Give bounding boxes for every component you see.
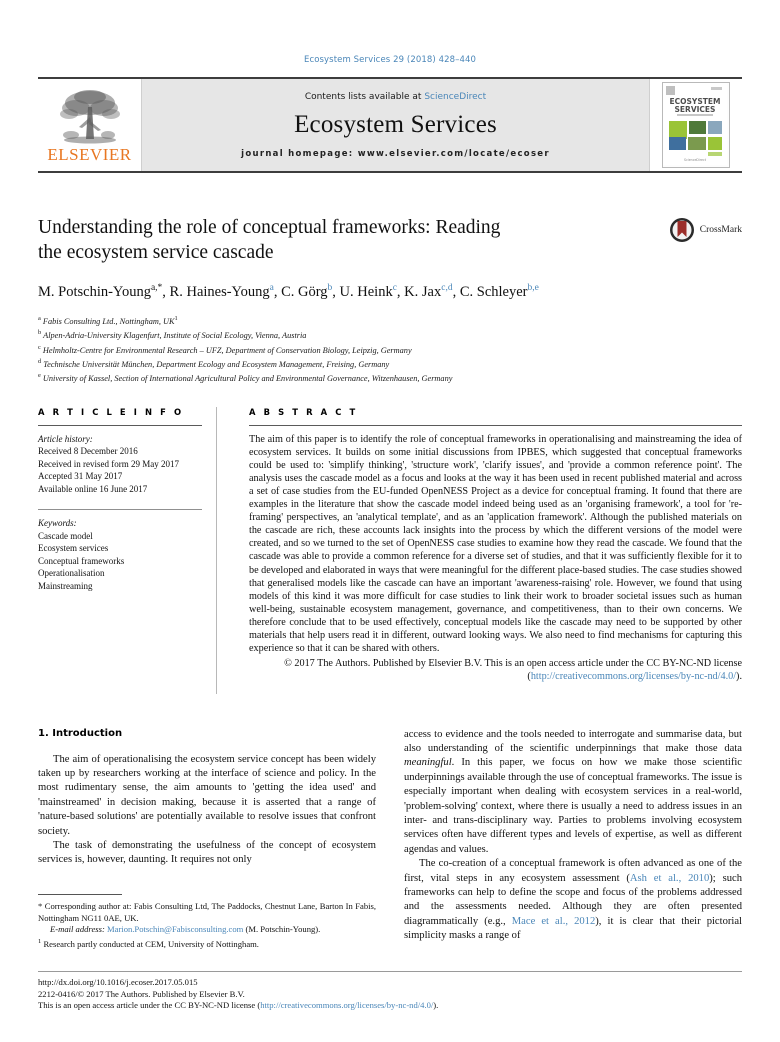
author-list: M. Potschin-Young$^{a,*}$, R. Haines-Young$^a$, C. Görg$^b$, U. Heink$^c$, K. Jax$^{c,d}$, C. Schleyer$^{b,e}$ [38,283,539,300]
sciencedirect-link[interactable]: ScienceDirect [424,91,487,102]
affiliation-marker: b [38,329,42,337]
divider [38,509,202,510]
title-line-2: the ecosystem service cascade [38,242,274,263]
author[interactable] [281,284,332,300]
affiliation-text: Technische Universität München, Department Ecology and Ecosystem Management, Freising, Germany [43,359,390,369]
emphasis-meaningful: meaningful [404,757,452,769]
author-name: K. Jax [404,283,442,300]
svg-text:ScienceDirect: ScienceDirect [684,158,706,162]
contents-lists-line [305,92,486,102]
footnote-block [38,894,376,951]
footnote-marker: 1 [38,938,42,946]
right-column [404,728,742,951]
article-info-heading: A R T I C L E I N F O [38,406,184,417]
copyright-suffix: ). [736,671,742,683]
author[interactable] [460,284,539,300]
email-label: E-mail address: [50,924,105,935]
divider [249,425,742,426]
paragraph: The aim of operationalising the ecosystem service concept has been widely taken up by researchers working at the interface of science and policy. In the most rudimentary sense, the aim amounts to 'getting the idea used' and 'mainstreamed' in decision making, because it is asserted that a range of 'nature-based solutions' are potentially available to resolve issues that confront society. [38,753,376,837]
crossmark-badge[interactable] [669,217,742,243]
elsevier-wordmark: ELSEVIER [47,145,132,164]
body-columns [38,728,742,951]
author[interactable] [38,284,162,300]
issn-copyright: 2212-0416/© 2017 The Authors. Published by Elsevier B.V. [38,988,245,999]
footnote-corresponding-author [38,901,376,925]
affiliation-item [38,327,742,341]
cover-artwork-icon [663,83,727,165]
footnote-marker: * [38,900,43,911]
author-name: U. Heink [339,283,393,300]
journal-title: Ecosystem Services [294,110,497,138]
abstract-copyright [249,657,742,683]
paragraph-part: The co-creation of a conceptual framework is often advanced as one of the first, vital steps in any ecosystem assessment ( [404,858,742,884]
footnote-email [38,924,376,936]
affiliation-note-marker: 1 [174,314,178,322]
paragraph-part: access to evidence and the tools needed to interrogate and summarise data, but also understanding of the scientific underpinnings that make those data [404,728,742,754]
affiliation-item [38,313,742,327]
keyword-item: Conceptual frameworks [38,555,125,566]
keyword-item: Operationalisation [38,568,105,579]
author-name: M. Potschin-Young [38,283,151,300]
crossmark-icon [669,217,695,243]
page-footer [38,971,742,1012]
email-link[interactable]: Marion.Potschin@Fabisconsulting.com [106,924,244,935]
affiliation-marker: e [38,372,41,380]
paragraph [404,857,742,943]
footnote-text: Corresponding author at: Fabis Consulting Ltd, The Paddocks, Chestnut Lane, Barton In Fabis, Nottingham NG11 0AE, UK. [38,900,377,923]
footnote-text: Research partly conducted at CEM, University of Nottingham. [43,939,259,950]
divider [38,425,202,426]
author-affil-marker[interactable]: b [327,283,333,293]
divider [38,971,742,972]
doi-link[interactable]: http://dx.doi.org/10.1016/j.ecoser.2017.05.015 [38,977,198,988]
left-column [38,728,376,951]
author-affil-marker[interactable]: a,* [150,283,163,293]
affiliation-item [38,370,742,384]
email-owner: (M. Potschin-Young). [245,924,321,935]
title-line-1: Understanding the role of conceptual frameworks: Reading [38,217,501,238]
license-link[interactable]: http://creativecommons.org/licenses/by-nc-nd/4.0/ [260,1000,434,1011]
running-head: Ecosystem Services 29 (2018) 428–440 [303,55,476,65]
citation-link[interactable]: Ash et al., 2010 [629,872,710,884]
affiliation-text: Alpen-Adria-University Klagenfurt, Institute of Social Ecology, Vienna, Austria [43,330,307,340]
crossmark-label: CrossMark [699,225,742,235]
article-history-item: Available online 16 June 2017 [38,483,148,494]
citation-link[interactable]: Mace et al., 2012 [511,915,596,927]
svg-text:ECOSYSTEM: ECOSYSTEM [669,97,721,106]
affiliation-item [38,356,742,370]
keyword-item: Mainstreaming [38,580,93,591]
keywords-label: Keywords: [38,518,77,529]
license-link[interactable]: http://creativecommons.org/licenses/by-nc-nd/4.0/ [530,671,737,683]
author-name: C. Görg [281,283,328,300]
svg-text:SERVICES: SERVICES [674,105,716,114]
article-history-label: Article history: [38,433,93,444]
journal-cover-thumbnail [650,79,742,171]
keywords-block [38,509,202,592]
article-history-item: Received in revised form 29 May 2017 [38,458,179,469]
paragraph-part: ); such frameworks can help to define the scope and focus of the problems addressed and the assessments needed. Although they are often presented diagrammatically (e.g., [404,872,742,927]
paragraph [404,728,742,858]
copyright-text: © 2017 The Authors. Published by Elsevier B.V. This is an open access article under the CC BY-NC-ND license ( [284,658,742,683]
affiliation-marker: c [38,343,41,351]
title-block [38,215,742,385]
article-info-column [38,407,216,593]
info-abstract-section [38,407,742,694]
affiliation-text: Fabis Consulting Ltd., Nottingham, UK [42,316,175,326]
journal-info-panel [141,79,650,171]
author-name: C. Schleyer [459,283,528,300]
paragraph: The task of demonstrating the usefulness of the concept of ecosystem services is, however, daunting. It requires not only [38,840,376,866]
abstract-column [217,407,742,694]
page-title [38,215,638,265]
journal-homepage[interactable]: journal homepage: www.elsevier.com/locate/ecoser [241,148,550,159]
author[interactable] [404,284,452,300]
author-affil-marker[interactable]: b,e [527,283,539,293]
cover-image [662,82,730,168]
journal-masthead [38,77,742,173]
paragraph-part: ), it is clear that their pictorial simplicity masks a range of [404,915,742,942]
elsevier-logo [38,79,141,171]
article-history-item: Accepted 31 May 2017 [38,471,123,482]
affiliation-list [38,313,742,385]
author[interactable] [170,284,274,300]
affiliation-marker: a [38,314,41,322]
paragraph-part: . In this paper, we focus on how we make those scientific underpinnings available through the use of conceptual frameworks. The issue is especially important when dealing with ecosystem services in a real-world, 'problem-solving' context, where there is usually a need to address issues in an inter- and trans-disciplinary way. Parties to problems involving ecosystem services often have different types and levels of expertise, as well as different agendas and values. [404,757,742,855]
affiliation-text: University of Kassel, Section of International Agricultural Policy and Environmental Governance, Witzenhausen, Germany [42,374,453,384]
keyword-item: Cascade model [38,530,93,541]
contents-prefix: Contents lists available at [304,91,425,102]
author-name: R. Haines-Young [169,283,270,300]
affiliation-text: Helmholtz-Centre for Environmental Research – UFZ, Department of Conservation Biology, Leipzig, Germany [42,345,412,355]
abstract-heading: A B S T R A C T [249,406,358,417]
abstract-body: The aim of this paper is to identify the role of conceptual frameworks in operationalising and mainstreaming the idea of ecosystem services. It builds on some initial discussions from IPBES, which suggested that conceptual frameworks could be used to: 'simplify thinking', 'structure work', 'clarify issues', and 'provide a common reference point'. The analysis uses the cascade model as a focus and looks at the way it has been used in recent published material and across a set of case studies from the EU-funded OpenNESS Project as a device for conceptual framing. It found that there are examples in the literature that show the cascade model indeed being used as an 'organising framework', a tool for 're-framing' perspectives, an 'analytical template', and as an 'application framework'. Although the published materials on the cascade are rich, these accounts lack insights into the process by which the different versions of the model were created, and so we turned to the set of OpenNESS case studies to examine how they read the cascade. We found that the cascade was able to provide a common reference for a diverse set of studies, and that it was sufficiently flexible for it to be developed and elaborated in ways that were meaningful for the different place-based studies. The case studies showed that generalised models like the cascade can have an important 'awareness-raising' role. However, we found that using models of this kind it was more difficult for case studies to link their work to broader societal issues such as human well-being, sustainable ecosystem management, governance, and competitiveness, than to their own concerns. We therefore conclude that to be used effectively, conceptual models like the cascade may need to be supported by other materials that help users read it in different, outward looking ways. We also need to find mechanisms for capturing this experience so that it can be shared with others. [249,433,742,655]
author-affil-marker[interactable]: a [269,283,274,293]
elsevier-tree-icon [59,87,121,145]
footnote-note-1 [38,936,376,951]
author-affil-marker[interactable]: c,d [441,283,453,293]
affiliation-item [38,342,742,356]
footnote-divider [38,894,122,895]
author[interactable] [340,284,397,300]
author-affil-marker[interactable]: c [392,283,397,293]
affiliation-marker: d [38,357,42,365]
article-history-item: Received 8 December 2016 [38,446,138,457]
license-suffix: ). [433,1000,439,1011]
license-text: This is an open access article under the CC BY-NC-ND license ( [38,1000,261,1011]
keyword-item: Ecosystem services [38,543,109,554]
license-statement [38,1000,742,1012]
section-heading-introduction: 1. Introduction [38,727,123,739]
